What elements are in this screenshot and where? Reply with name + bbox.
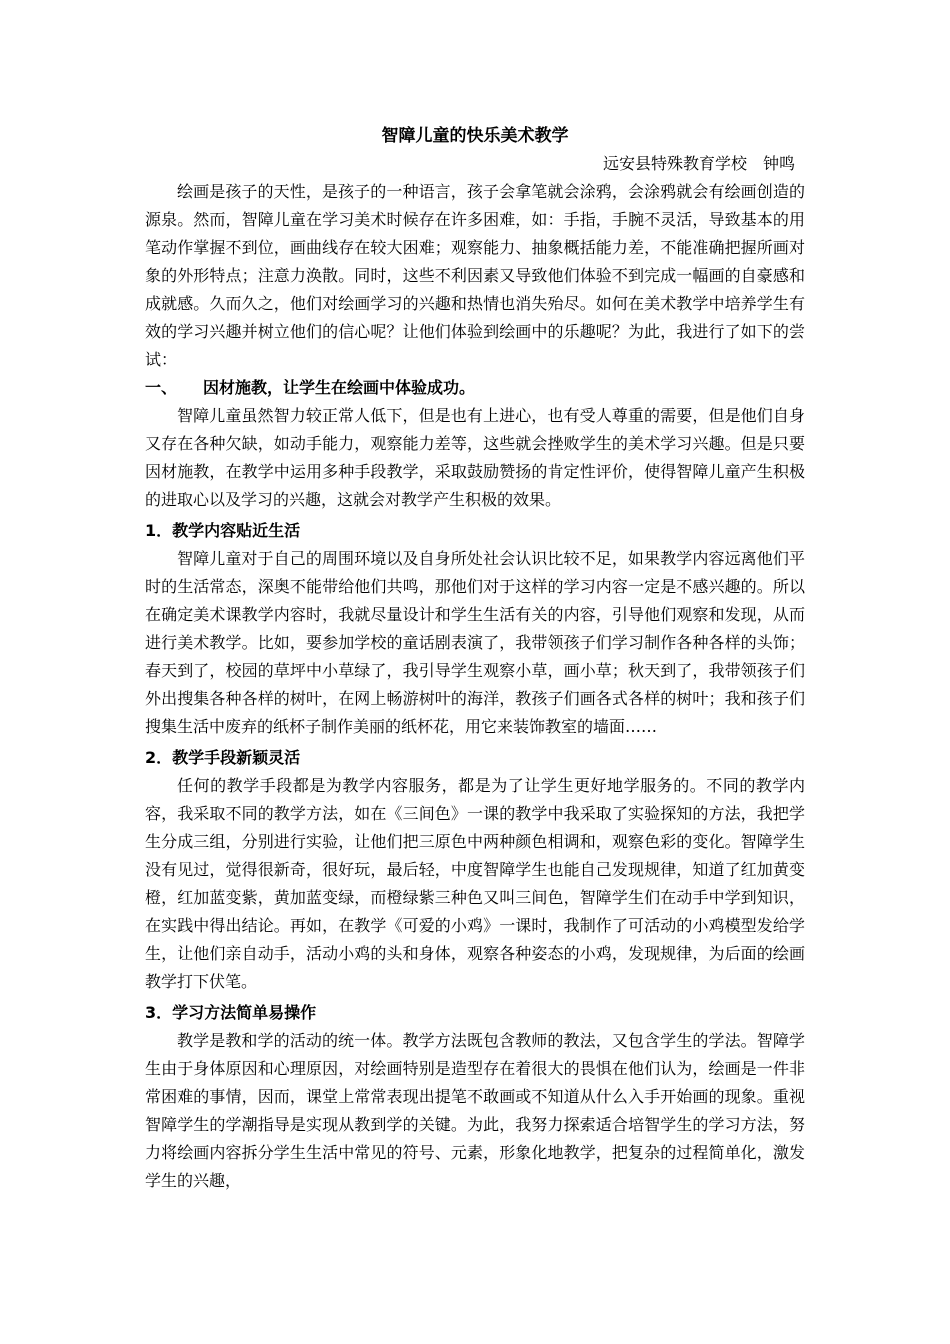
document-page [145, 122, 805, 1195]
intro-paragraph: 绘画是孩子的天性，是孩子的一种语言，孩子会拿笔就会涂鸦，会涂鸦就会有绘画创造的源泉。然而，智障儿童在学习美术时候存在许多困难，如：手指，手腕不灵活，导致基本的用笔动作掌握不到位，画曲线存在较大困难；观察能力、抽象概括能力差，不能准确把握所画对象的外形特点；注意力涣散。同时，这些不利因素又导致他们体验不到完成一幅画的自豪感和成就感。久而久之，他们对绘画学习的兴趣和热情也消失殆尽。如何在美术教学中培养学生有效的学习兴趣并树立他们的信心呢？让他们体验到绘画中的乐趣呢？为此，我进行了如下的尝试： [145, 182, 805, 369]
document-title: 智障儿童的快乐美术教学 [381, 126, 569, 146]
section-title: 因材施教，让学生在绘画中体验成功。 [203, 378, 476, 397]
subsection-paragraph-3: 教学是教和学的活动的统一体。教学方法既包含教师的教法，又包含学生的学法。智障学生由于身体原因和心理原因，对绘画特别是造型存在着很大的畏惧在他们认为，绘画是一件非常困难的事情，因而，课堂上常常表现出提笔不敢画或不知道从什么入手开始画的现象。重视智障学生的学潮指导是实现从教到学的关键。为此，我努力探索适合培智学生的学习方法，努力将绘画内容拆分学生生活中常见的符号、元素，形象化地教学，把复杂的过程简单化，激发学生的兴趣， [145, 1031, 805, 1190]
subsection-heading-3: 3．学习方法简单易操作 [145, 1003, 317, 1022]
subsection-paragraph-1: 智障儿童对于自己的周围环境以及自身所处社会认识比较不足，如果教学内容远离他们平时的生活常态，深奥不能带给他们共鸣，那他们对于这样的学习内容一定是不感兴趣的。所以在确定美术课教学内容时，我就尽量设计和学生生活有关的内容，引导他们观察和发现，从而进行美术教学。比如，要参加学校的童话剧表演了，我带领孩子们学习制作各种各样的头饰；春天到了，校园的草坪中小草绿了，我引导学生观察小草，画小草；秋天到了，我带领孩子们外出搜集各种各样的树叶，在网上畅游树叶的海洋，教孩子们画各式各样的树叶；我和孩子们搜集生活中废弃的纸杯子制作美丽的纸杯花，用它来装饰教室的墙面…… [145, 549, 805, 736]
section-number: 一、 [145, 378, 178, 397]
subsection-paragraph-2: 任何的教学手段都是为教学内容服务，都是为了让学生更好地学服务的。不同的教学内容，我采取不同的教学方法，如在《三间色》一课的教学中我采取了实验探知的方法，我把学生分成三组，分别进行实验，让他们把三原色中两种颜色相调和，观察色彩的变化。智障学生没有见过，觉得很新奇，很好玩，最后轻，中度智障学生也能自己发现规律，知道了红加黄变橙，红加蓝变紫，黄加蓝变绿，而橙绿紫三种色又叫三间色，智障学生们在动手中学到知识，在实践中得出结论。再如，在教学《可爱的小鸡》一课时，我制作了可活动的小鸡模型发给学生，让他们亲自动手，活动小鸡的头和身体，观察各种姿态的小鸡，发现规律，为后面的绘画教学打下伏笔。 [145, 776, 805, 991]
subsection-heading-2: 2．教学手段新颖灵活 [145, 748, 301, 767]
subsection-heading-1: 1．教学内容贴近生活 [145, 521, 301, 540]
document-author: 远安县特殊教育学校 钟鸣 [602, 154, 795, 173]
section-paragraph: 智障儿童虽然智力较正常人低下，但是也有上进心，也有受人尊重的需要，但是他们自身又存在各种欠缺，如动手能力，观察能力差等，这些就会挫败学生的美术学习兴趣。但是只要因材施教，在教学中运用多种手段教学，采取鼓励赞扬的肯定性评价，使得智障儿童产生积极的进取心以及学习的兴趣，这就会对教学产生积极的效果。 [145, 406, 805, 509]
section-heading [145, 374, 805, 402]
